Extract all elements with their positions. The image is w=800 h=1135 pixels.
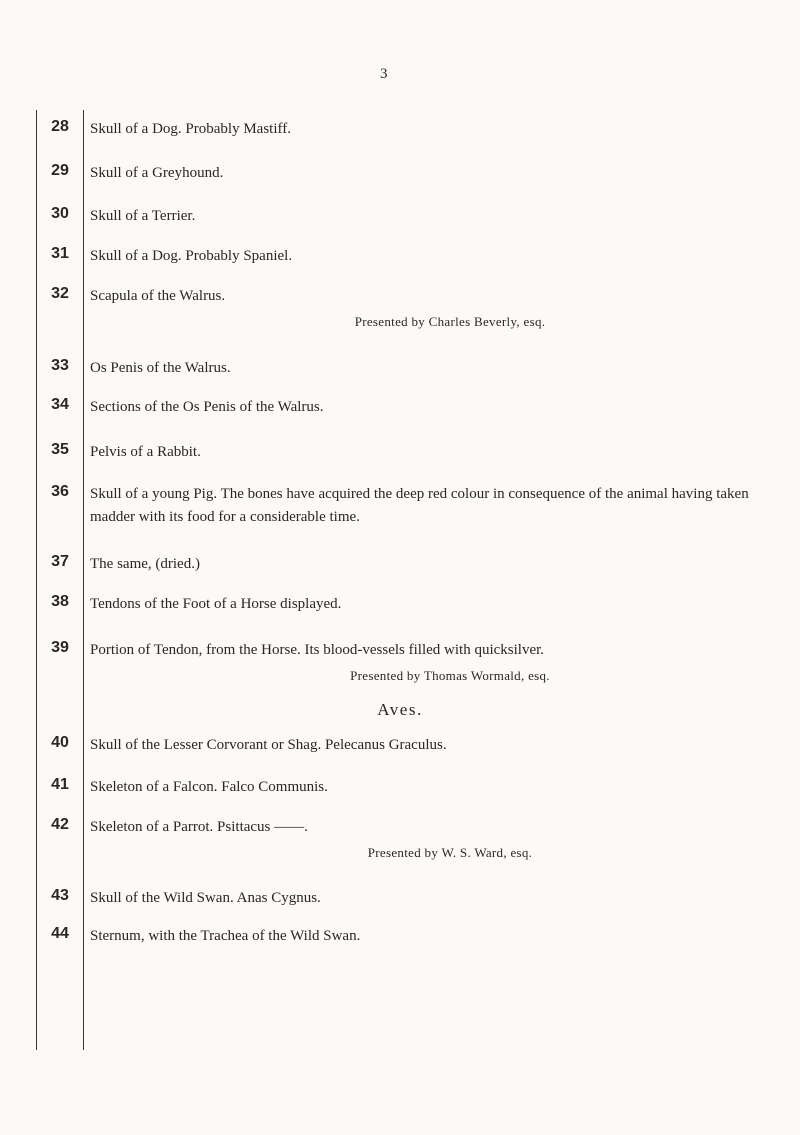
- entry-number: 35: [51, 441, 69, 458]
- entry-number: 33: [51, 357, 69, 374]
- section-heading: Aves.: [377, 700, 423, 719]
- entry-number: 38: [51, 593, 69, 610]
- entry-description: Tendons of the Foot of a Horse displayed.: [90, 596, 342, 612]
- donor-credit: Presented by Charles Beverly, esq.: [354, 314, 546, 329]
- entry-description: Sections of the Os Penis of the Walrus.: [90, 399, 324, 415]
- entry-number: 30: [51, 205, 69, 222]
- entry-description: Skull of a young Pig. The bones have acquired the deep red colour in consequence of the animal having taken madder with its food for a considerable time.: [90, 486, 749, 525]
- entry-description: Skull of the Lesser Corvorant or Shag. Pelecanus Graculus.: [90, 737, 447, 753]
- entry-text: Portion of Tendon, from the Horse. Its blood-vessels filled with quicksilver.: [90, 642, 545, 658]
- entry-description: The same, (dried.): [90, 556, 200, 572]
- entry-text: Skeleton of a Parrot. Psittacus ——.: [90, 819, 308, 835]
- entry-number: 43: [51, 887, 69, 904]
- entry-text: Scapula of the Walrus.: [90, 288, 226, 304]
- donor-credit: Presented by Thomas Wormald, esq.: [350, 668, 550, 683]
- entry-description: Skull of a Greyhound.: [90, 165, 224, 181]
- left-rule: [36, 110, 37, 1050]
- entry-description: Skull of the Wild Swan. Anas Cygnus.: [90, 890, 321, 906]
- entry-number: 29: [51, 162, 69, 179]
- entry-number: 28: [51, 118, 69, 135]
- entry-description: Skull of a Dog. Probably Mastiff.: [90, 121, 291, 137]
- page-number: 3: [380, 66, 388, 82]
- number-column-rule: [83, 110, 84, 1050]
- entry-number: 37: [51, 553, 69, 570]
- entry-number: 39: [51, 639, 69, 656]
- entry-description: Skeleton of a Falcon. Falco Communis.: [90, 779, 328, 795]
- entry-number: 32: [51, 285, 69, 302]
- entry-number: 44: [51, 925, 69, 942]
- entry-description: Sternum, with the Trachea of the Wild Swan.: [90, 928, 361, 944]
- entry-number: 36: [51, 483, 69, 500]
- entry-description: Pelvis of a Rabbit.: [90, 444, 201, 460]
- entry-description: Skull of a Terrier.: [90, 208, 196, 224]
- entry-description: [90, 285, 790, 333]
- entry-number: 34: [51, 396, 69, 413]
- entry-number: 42: [51, 816, 69, 833]
- entry-description: [90, 639, 790, 687]
- donor-credit: Presented by W. S. Ward, esq.: [367, 845, 533, 860]
- entry-description: [90, 816, 790, 864]
- entry-description: Os Penis of the Walrus.: [90, 360, 231, 376]
- entry-description: Skull of a Dog. Probably Spaniel.: [90, 248, 293, 264]
- entry-number: 40: [51, 734, 69, 751]
- entry-number: 41: [51, 776, 69, 793]
- entry-number: 31: [51, 245, 69, 262]
